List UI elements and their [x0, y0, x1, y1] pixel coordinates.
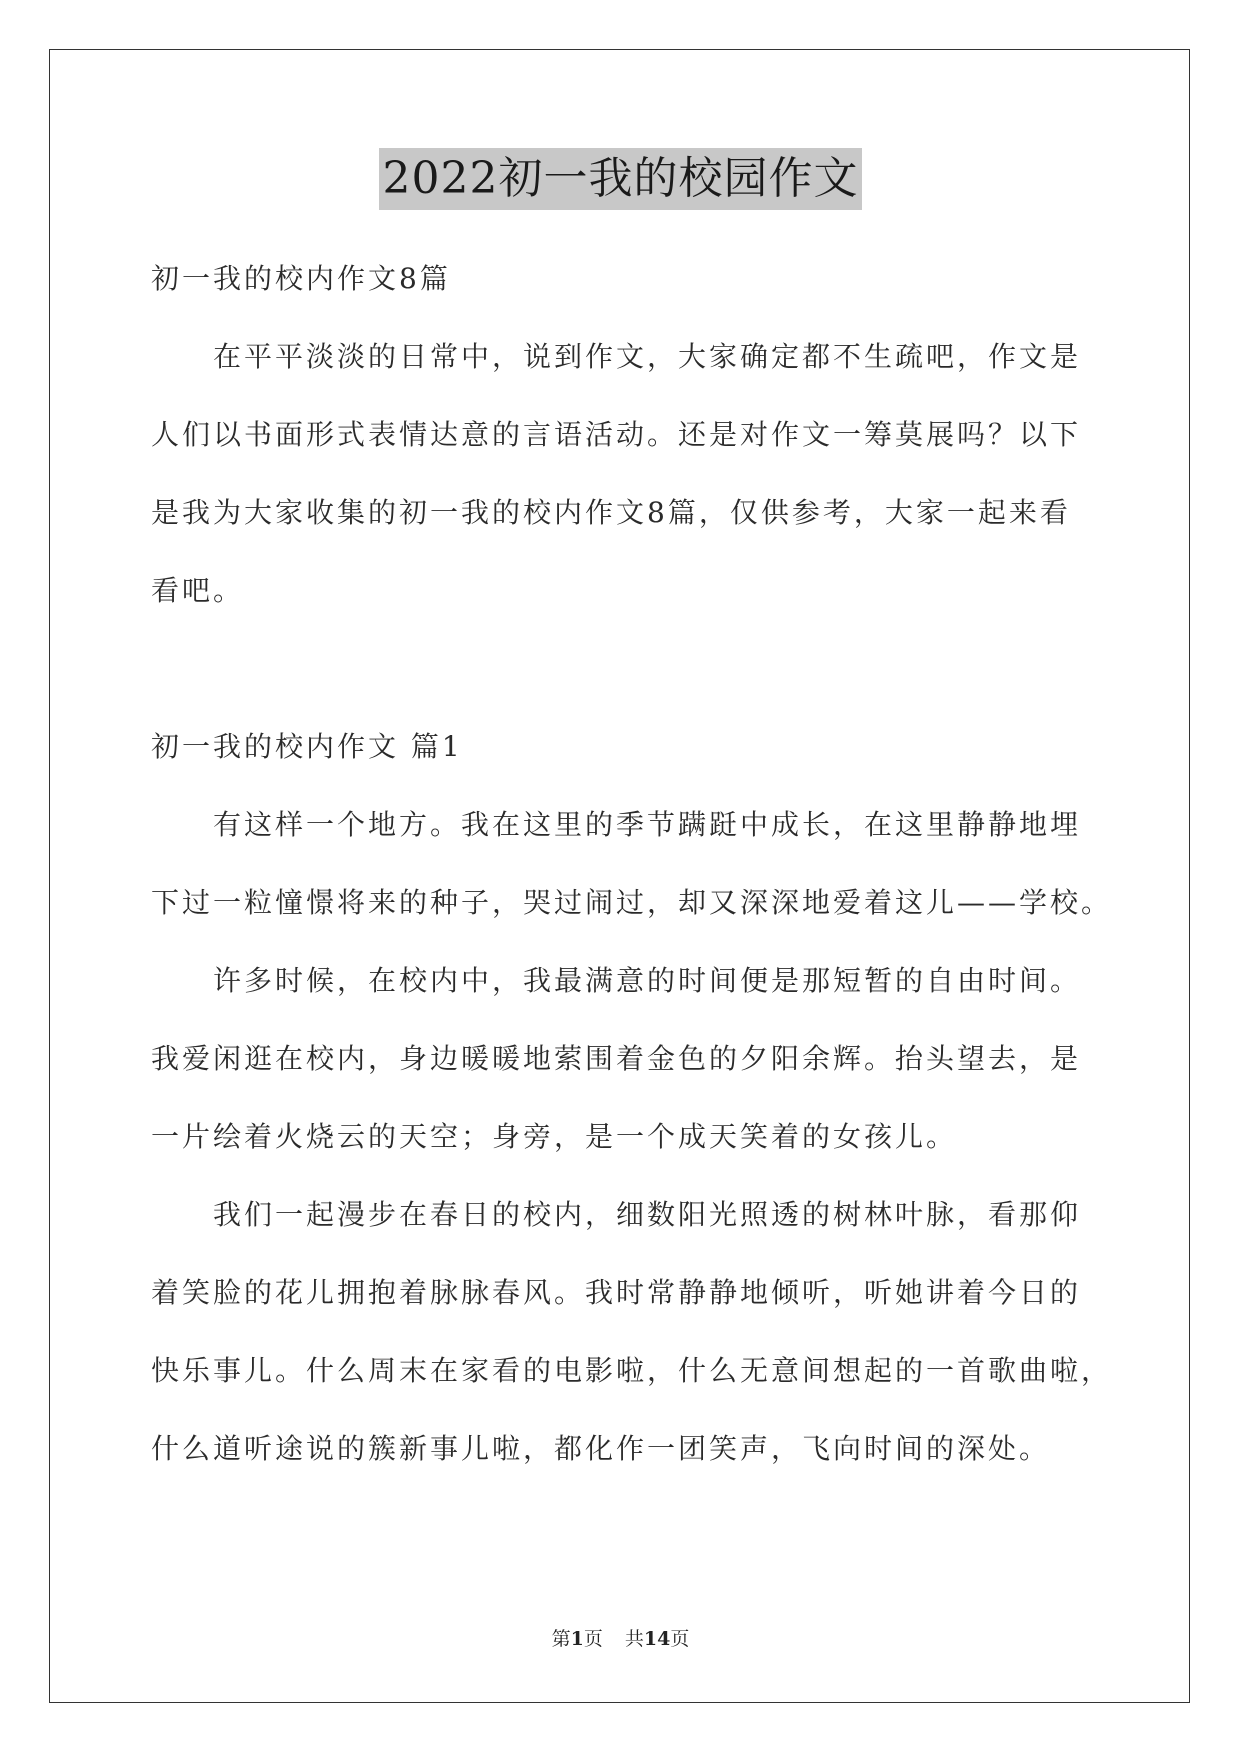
page-number-prefix: 第: [551, 1628, 571, 1650]
section-spacer: [151, 630, 1091, 708]
paragraph-line: 许多时候，在校内中，我最满意的时间便是那短暂的自由时间。: [213, 964, 1082, 997]
total-pages-suffix: 页: [670, 1628, 690, 1650]
paragraph-line: 我们一起漫步在春日的校内，细数阳光照透的树林叶脉，看那仰: [213, 1198, 1082, 1231]
intro-paragraph: [151, 318, 1091, 630]
page-footer: [0, 1624, 1241, 1651]
total-pages: 14: [643, 1628, 671, 1650]
intro-line: 人们以书面形式表情达意的言语活动。还是对作文一筹莫展吗？以下: [151, 418, 1082, 451]
body-paragraph: [151, 786, 1113, 942]
body-paragraph: [151, 1176, 1113, 1488]
subtitle: 初一我的校内作文8篇: [151, 262, 451, 295]
paragraph-line: 我爱闲逛在校内，身边暖暖地萦围着金色的夕阳余辉。抬头望去，是: [151, 1042, 1082, 1075]
intro-line: 看吧。: [151, 574, 245, 607]
body-paragraph: [151, 942, 1091, 1176]
paragraph-line: 快乐事儿。什么周末在家看的电影啦，什么无意间想起的一首歌曲啦，: [151, 1354, 1113, 1387]
page-number-suffix: 页: [583, 1628, 603, 1650]
intro-line: 是我为大家收集的初一我的校内作文8篇，仅供参考，大家一起来看: [151, 496, 1071, 529]
document-title: 2022初一我的校园作文: [379, 148, 863, 210]
title-container: [0, 148, 1241, 210]
paragraph-line: 一片绘着火烧云的天空；身旁，是一个成天笑着的女孩儿。: [151, 1120, 958, 1153]
paragraph-line: 什么道听途说的簇新事儿啦，都化作一团笑声，飞向时间的深处。: [151, 1432, 1051, 1465]
paragraph-line: 有这样一个地方。我在这里的季节蹒跹中成长，在这里静静地埋: [213, 808, 1082, 841]
document-body: [151, 240, 1113, 1488]
paragraph-line: 着笑脸的花儿拥抱着脉脉春风。我时常静静地倾听，听她讲着今日的: [151, 1276, 1082, 1309]
page-number: 1: [570, 1628, 584, 1650]
total-pages-prefix: 共: [624, 1628, 644, 1650]
intro-line: 在平平淡淡的日常中，说到作文，大家确定都不生疏吧，作文是: [213, 340, 1082, 373]
section-heading: 初一我的校内作文 篇1: [151, 730, 463, 763]
paragraph-line: 下过一粒憧憬将来的种子，哭过闹过，却又深深地爱着这儿——学校。: [151, 886, 1113, 919]
